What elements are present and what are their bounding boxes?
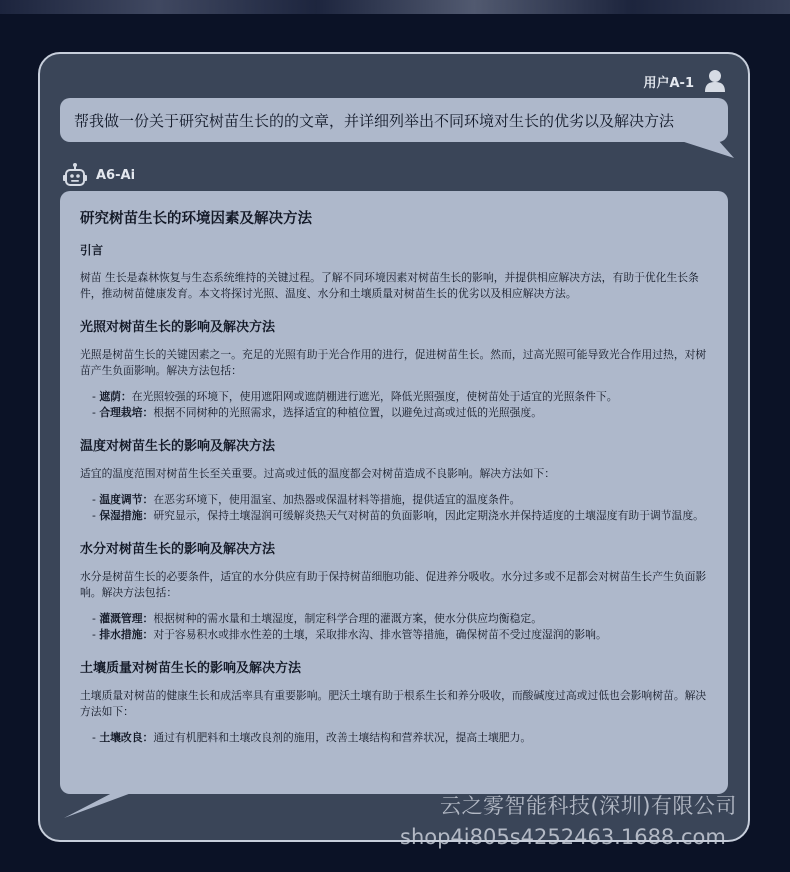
section-temperature: [80, 435, 710, 524]
user-message-text: 帮我做一份关于研究树苗生长的的文章，并详细列举出不同环境对生长的优劣以及解决方法: [74, 111, 675, 130]
list-item: - 排水措施：对于容易积水或排水性差的土壤，采取排水沟、排水管等措施，确保树苗不受过度湿润的影响。: [92, 628, 607, 641]
item-text: 对于容易积水或排水性差的土壤，采取排水沟、排水管等措施，确保树苗不受过度湿润的影响。: [153, 628, 607, 641]
chat-panel: [38, 52, 750, 842]
list-item: - 合理栽培：根据不同树种的光照需求，选择适宜的种植位置，以避免过高或过低的光照强度。: [92, 406, 542, 419]
section-text: 水分是树苗生长的必要条件，适宜的水分供应有助于保持树苗细胞功能、促进养分吸收。水分过多或不足都会对树苗生长产生负面影响。解决方法包括：: [80, 570, 707, 599]
section-light: [80, 316, 710, 421]
user-avatar-icon: [704, 69, 726, 93]
item-label: 土壤改良：: [99, 731, 154, 744]
watermark-company: 云之雾智能科技(深圳)有限公司: [440, 794, 737, 818]
item-label: 合理栽培：: [99, 406, 154, 419]
list-item: - 遮荫：在光照较强的环境下，使用遮阳网或遮荫棚进行遮光，降低光照强度，使树苗处于适宜的光照条件下。: [92, 390, 618, 403]
section-title: 温度对树苗生长的影响及解决方法: [80, 439, 276, 454]
section-title: 水分对树苗生长的影响及解决方法: [80, 542, 276, 557]
solution-list: [80, 730, 710, 746]
item-label: 温度调节：: [99, 493, 154, 506]
watermark-shop-url: shop4i805s4252463.1688.com: [400, 825, 726, 849]
intro-text: 树苗 生长是森林恢复与生态系统维持的关键过程。了解不同环境因素对树苗生长的影响，并提供相应解决方法，有助于优化生长条件，推动树苗健康发育。本文将探讨光照、温度、水分和土壤质量对树苗生长的优劣以及相应解决方法。: [80, 271, 699, 300]
section-text: 适宜的温度范围对树苗生长至关重要。过高或过低的温度都会对树苗造成不良影响。解决方法如下：: [80, 467, 556, 480]
section-text: 土壤质量对树苗的健康生长和成活率具有重要影响。肥沃土壤有助于根系生长和养分吸收，而酸碱度过高或过低也会影响树苗。解决方法如下：: [80, 689, 707, 718]
solution-list: [80, 389, 710, 421]
item-label: 保湿措施：: [99, 509, 154, 522]
robot-icon: [62, 162, 88, 188]
user-bubble-tail: [678, 140, 734, 158]
ai-response-bubble: [60, 191, 728, 794]
list-item: - 保湿措施：研究显示，保持土壤湿润可缓解炎热天气对树苗的负面影响，因此定期浇水并保持适度的土壤湿度有助于调节温度。: [92, 509, 704, 522]
ai-bubble-tail: [64, 792, 134, 818]
section-soil: [80, 657, 710, 746]
list-item: - 灌溉管理：根据树种的需水量和土壤湿度，制定科学合理的灌溉方案，使水分供应均衡稳定。: [92, 612, 542, 625]
solution-list: [80, 611, 710, 643]
list-item: - 土壤改良：通过有机肥料和土壤改良剂的施用，改善土壤结构和营养状况，提高土壤肥力。: [92, 731, 532, 744]
section-text: 光照是树苗生长的关键因素之一。充足的光照有助于光合作用的进行，促进树苗生长。然而，过高光照可能导致光合作用过热，对树苗产生负面影响。解决方法包括：: [80, 348, 707, 377]
item-text: 在恶劣环境下，使用温室、加热器或保温材料等措施，提供适宜的温度条件。: [153, 493, 521, 506]
item-text: 通过有机肥料和土壤改良剂的施用，改善土壤结构和营养状况，提高土壤肥力。: [153, 731, 532, 744]
item-label: 排水措施：: [99, 628, 154, 641]
list-item: - 温度调节：在恶劣环境下，使用温室、加热器或保温材料等措施，提供适宜的温度条件。: [92, 493, 521, 506]
ai-header: [62, 162, 135, 188]
intro-heading: 引言: [80, 243, 103, 257]
item-text: 根据树种的需水量和土壤湿度，制定科学合理的灌溉方案，使水分供应均衡稳定。: [153, 612, 542, 625]
user-message-bubble: [60, 98, 728, 142]
item-label: 灌溉管理：: [99, 612, 154, 625]
article-title: 研究树苗生长的环境因素及解决方法: [80, 211, 312, 227]
item-text: 研究显示，保持土壤湿润可缓解炎热天气对树苗的负面影响，因此定期浇水并保持适度的土壤湿度有助于调节温度。: [153, 509, 704, 522]
top-decoration-strip: [0, 0, 790, 14]
user-header: [643, 68, 726, 94]
item-label: 遮荫：: [99, 390, 132, 403]
section-title: 土壤质量对树苗生长的影响及解决方法: [80, 661, 302, 676]
item-text: 根据不同树种的光照需求，选择适宜的种植位置，以避免过高或过低的光照强度。: [153, 406, 542, 419]
item-text: 在光照较强的环境下，使用遮阳网或遮荫棚进行遮光，降低光照强度，使树苗处于适宜的光照条件下。: [131, 390, 618, 403]
solution-list: [80, 492, 710, 524]
section-water: [80, 538, 710, 643]
user-name: 用户A-1: [643, 75, 694, 91]
section-title: 光照对树苗生长的影响及解决方法: [80, 320, 276, 335]
ai-name: A6-Ai: [96, 167, 136, 183]
